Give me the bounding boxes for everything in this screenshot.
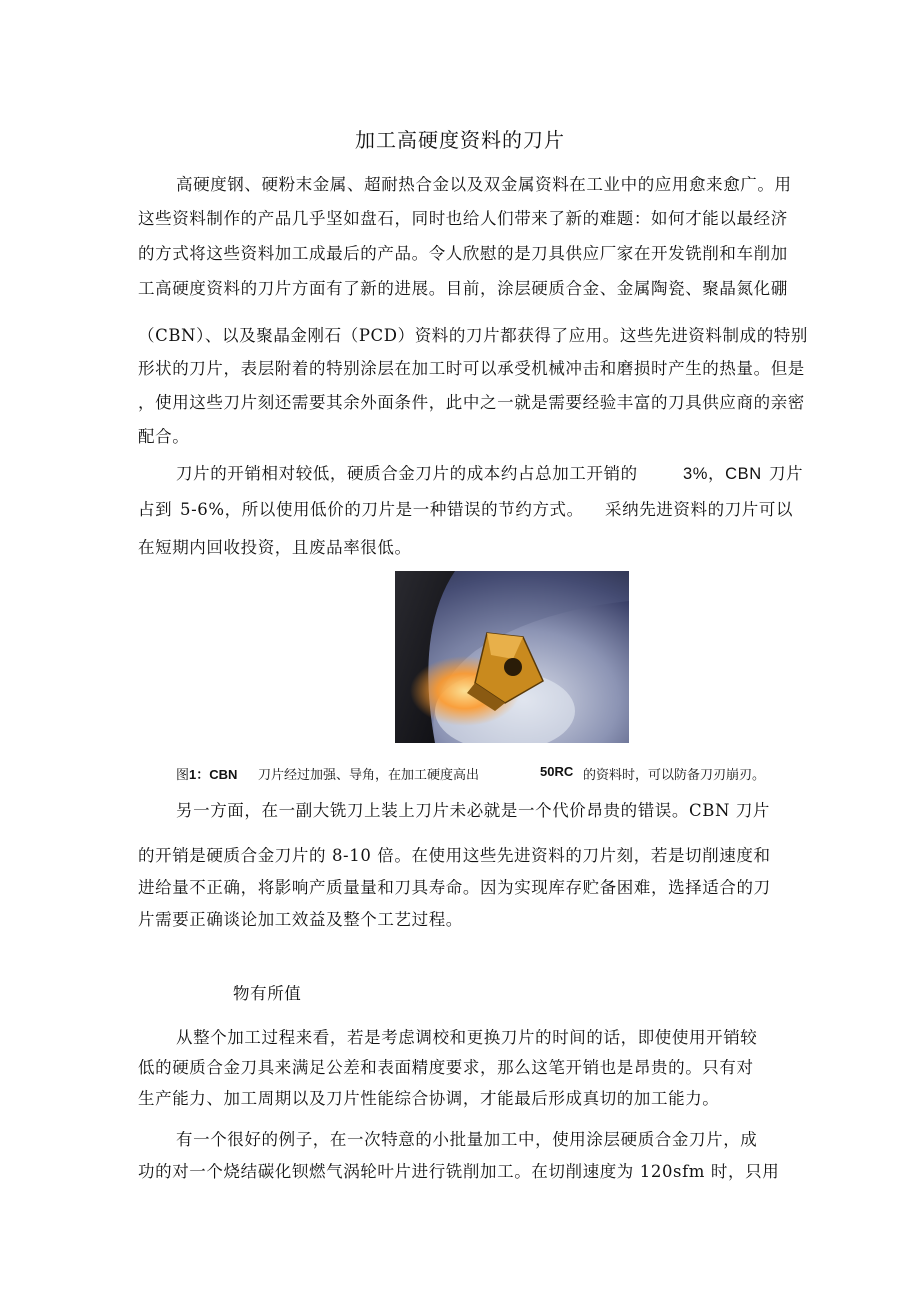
para1-line-1: 高硬度钢、硬粉末金属、超耐热合金以及双金属资料在工业中的应用愈来愈广。用 xyxy=(176,175,792,194)
para2-line-2-start: 占到 xyxy=(138,500,173,519)
caption-text-2: 的资料时，可以防备刀刃崩刃。 xyxy=(583,768,766,783)
caption-text-1: 刀片经过加强、导角，在加工硬度高出 xyxy=(258,768,480,783)
figure-caption-label xyxy=(176,764,237,783)
para5-line-1: 有一个很好的例子，在一次特意的小批量加工中，使用涂层硬质合金刀片，成 xyxy=(176,1130,758,1149)
para3-line-4: 片需要正确谈论加工效益及整个工艺过程。 xyxy=(138,910,463,929)
para1-line-3: 的方式将这些资料加工成最后的产品。令人欣慰的是刀具供应厂家在开发铣削和车削加 xyxy=(138,244,788,263)
para2-line-3: 在短期内回收投资，且废品率很低。 xyxy=(138,538,412,557)
cbn-insert-photo xyxy=(395,571,629,743)
caption-fig: 图 xyxy=(176,768,190,783)
para1-line-5: （CBN）、以及聚晶金刚石（PCD）资料的刀片都获得了应用。这些先进资料制成的特别 xyxy=(138,326,808,345)
para4-line-1: 从整个加工过程来看，若是考虑调校和更换刀片的时间的话，即使使用开销较 xyxy=(176,1028,758,1047)
para1-line-8: 配合。 xyxy=(138,427,190,446)
para2-line-2-text: 5-6%，所以使用低价的刀片是一种错误的节约方式。 xyxy=(180,500,584,519)
para2-line-1-figure: 3%，CBN xyxy=(683,465,762,483)
para3-line-3: 进给量不正确，将影响产质量量和刀具寿命。因为实现库存贮备困难，选择适合的刀 xyxy=(138,878,771,897)
para3-line-1: 另一方面，在一副大铣刀上装上刀片未必就是一个代价昂贵的错误。CBN 刀片 xyxy=(176,801,771,820)
para2-line-1-end: 刀片 xyxy=(769,464,804,483)
caption-num-2: 50RC xyxy=(540,764,574,779)
para1-line-4: 工高硬度资料的刀片方面有了新的进展。目前，涂层硬质合金、金属陶瓷、聚晶氮化硼 xyxy=(138,279,788,298)
para1-line-2: 这些资料制作的产品几乎坚如盘石，同时也给人们带来了新的难题：如何才能以最经济 xyxy=(138,209,788,228)
para2-line-2-end: 采纳先进资料的刀片可以 xyxy=(605,500,794,519)
para1-line-7: ，使用这些刀片刻还需要其余外面条件，此中之一就是需要经验丰富的刀具供应商的亲密 xyxy=(138,393,805,412)
para5-line-2: 功的对一个烧结碳化钡燃气涡轮叶片进行铣削加工。在切削速度为 120sfm 时，只用 xyxy=(138,1162,780,1181)
para1-line-6: 形状的刀片，表层附着的特别涂层在加工时可以承受机械冲击和磨损时产生的热量。但是 xyxy=(138,359,805,378)
para3-line-2: 的开销是硬质合金刀片的 8-10 倍。在使用这些先进资料的刀片刻，若是切削速度和 xyxy=(138,846,771,865)
para4-line-2: 低的硬质合金刀具来满足公差和表面精度要求，那么这笔开销也是昂贵的。只有对 xyxy=(138,1058,754,1077)
section-heading: 物有所值 xyxy=(233,984,302,1003)
document-title: 加工高硬度资料的刀片 xyxy=(355,128,565,152)
para2-line-1-text: 刀片的开销相对较低，硬质合金刀片的成本约占总加工开销的 xyxy=(176,464,638,483)
caption-num: 1：CBN xyxy=(189,767,238,782)
para4-line-3: 生产能力、加工周期以及刀片性能综合协调，才能最后形成真切的加工能力。 xyxy=(138,1089,720,1108)
cbn-insert-image xyxy=(395,571,629,743)
